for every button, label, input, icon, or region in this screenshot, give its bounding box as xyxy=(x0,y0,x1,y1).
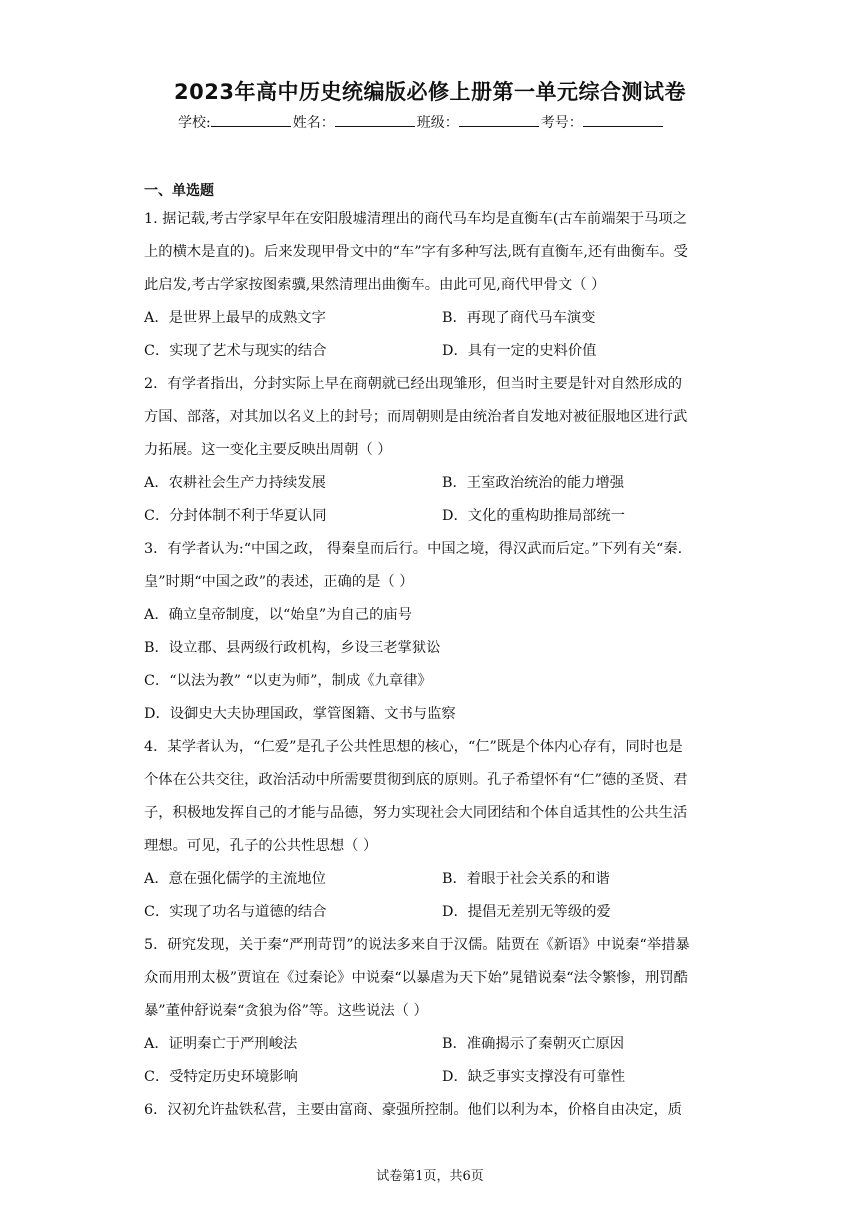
number-label: 考号： xyxy=(540,115,583,131)
question-line: 理想。可见，孔子的公共性思想（ ） xyxy=(144,838,378,854)
option-c[interactable]: C．实现了艺术与现实的结合 xyxy=(144,343,327,359)
option-b[interactable]: B．再现了商代马车演变 xyxy=(442,310,596,326)
option-a[interactable]: A．确立皇帝制度，以“始皇”为自己的庙号 xyxy=(144,607,412,623)
question-line: 皇”时期“中国之政”的表述，正确的是（ ） xyxy=(144,574,414,590)
question-3-stem xyxy=(144,533,724,599)
page-title: 2023年高中历史统编版必修上册第一单元综合测试卷 xyxy=(174,80,686,104)
option-b[interactable]: B．着眼于社会关系的和谐 xyxy=(442,871,610,887)
question-line: 此启发,考古学家按图索骥,果然清理出曲衡车。由此可见,商代甲骨文（ ） xyxy=(144,277,606,293)
question-line: 方国、部落，对其加以名义上的封号；而周朝则是由统治者自发地对被征服地区进行武 xyxy=(144,409,688,425)
option-d[interactable]: D．设御史大夫协理国政，掌管图籍、文书与监察 xyxy=(144,706,456,722)
question-5-stem xyxy=(144,929,724,1028)
question-6-stem xyxy=(144,1094,724,1127)
option-d[interactable]: D．缺乏事实支撑没有可靠性 xyxy=(442,1069,626,1085)
option-b[interactable]: B．王室政治统治的能力增强 xyxy=(442,475,625,491)
question-line: 5．研究发现，关于秦“严刑苛罚”的说法多来自于汉儒。陆贾在《新语》中说秦“举措暴 xyxy=(144,937,690,953)
option-c[interactable]: C．“以法为教” “以吏为师”，制成《九章律》 xyxy=(144,673,432,689)
option-b[interactable]: B．准确揭示了秦朝灭亡原因 xyxy=(442,1036,625,1052)
option-d[interactable]: D．提倡无差别无等级的爱 xyxy=(442,904,611,920)
question-line: 6．汉初允许盐铁私营，主要由富商、豪强所控制。他们以利为本，价格自由决定，质 xyxy=(144,1102,683,1118)
question-line: 力拓展。这一变化主要反映出周朝（ ） xyxy=(144,442,392,458)
question-2-stem xyxy=(144,368,724,467)
option-c[interactable]: C．分封体制不利于华夏认同 xyxy=(144,508,327,524)
option-d[interactable]: D．具有一定的史料价值 xyxy=(442,343,597,359)
number-blank[interactable] xyxy=(583,112,663,127)
class-label: 班级： xyxy=(416,115,459,131)
option-a[interactable]: A．意在强化儒学的主流地位 xyxy=(144,871,326,887)
section-title: 一、单选题 xyxy=(144,183,214,199)
question-line: 众而用刑太极”贾谊在《过秦论》中说秦“以暴虐为天下始”晁错说秦“法令繁惨，刑罚酷 xyxy=(144,970,688,986)
school-blank[interactable] xyxy=(211,112,291,127)
question-line: 个体在公共交往，政治活动中所需要贯彻到底的原则。孔子希望怀有“仁”德的圣贤、君 xyxy=(144,772,688,788)
option-c[interactable]: C．受特定历史环境影响 xyxy=(144,1069,298,1085)
name-blank[interactable] xyxy=(335,112,415,127)
question-4-stem xyxy=(144,731,724,863)
name-label: 姓名： xyxy=(292,115,335,131)
question-line: 子，积极地发挥自己的才能与品德，努力实现社会大同团结和个体自适其性的公共生活 xyxy=(144,805,688,821)
option-a[interactable]: A．农耕社会生产力持续发展 xyxy=(144,475,326,491)
question-line: 4．某学者认为，“仁爱”是孔子公共性思想的核心，“仁”既是个体内心存有，同时也是 xyxy=(144,739,683,755)
question-line: 3．有学者认为:“中国之政， 得秦皇而后行。中国之境，得汉武而后定。”下列有关“秦. xyxy=(144,541,683,557)
question-line: 2．有学者指出，分封实际上早在商朝就已经出现雏形，但当时主要是针对自然形成的 xyxy=(144,376,683,392)
question-line: 暴”董仲舒说秦“贪狼为俗”等。这些说法（ ） xyxy=(144,1003,428,1019)
question-line: 1. 据记载,考古学家早年在安阳殷墟清理出的商代马车均是直衡车(古车前端架于马项之 xyxy=(144,211,687,227)
option-a[interactable]: A．证明秦亡于严刑峻法 xyxy=(144,1036,298,1052)
page-footer: 试卷第1页，共6页 xyxy=(376,1169,484,1184)
question-1-stem xyxy=(144,203,724,302)
option-c[interactable]: C．实现了功名与道德的结合 xyxy=(144,904,327,920)
option-d[interactable]: D．文化的重构助推局部统一 xyxy=(442,508,626,524)
option-b[interactable]: B．设立郡、县两级行政机构，乡设三老掌狱讼 xyxy=(144,640,441,656)
question-line: 上的横木是直的)。后来发现甲骨文中的“车”字有多种写法,既有直衡车,还有曲衡车。受 xyxy=(144,244,688,260)
student-info-line xyxy=(178,112,665,132)
option-a[interactable]: A．是世界上最早的成熟文字 xyxy=(144,310,326,326)
school-label: 学校: xyxy=(178,115,211,131)
class-blank[interactable] xyxy=(459,112,539,127)
